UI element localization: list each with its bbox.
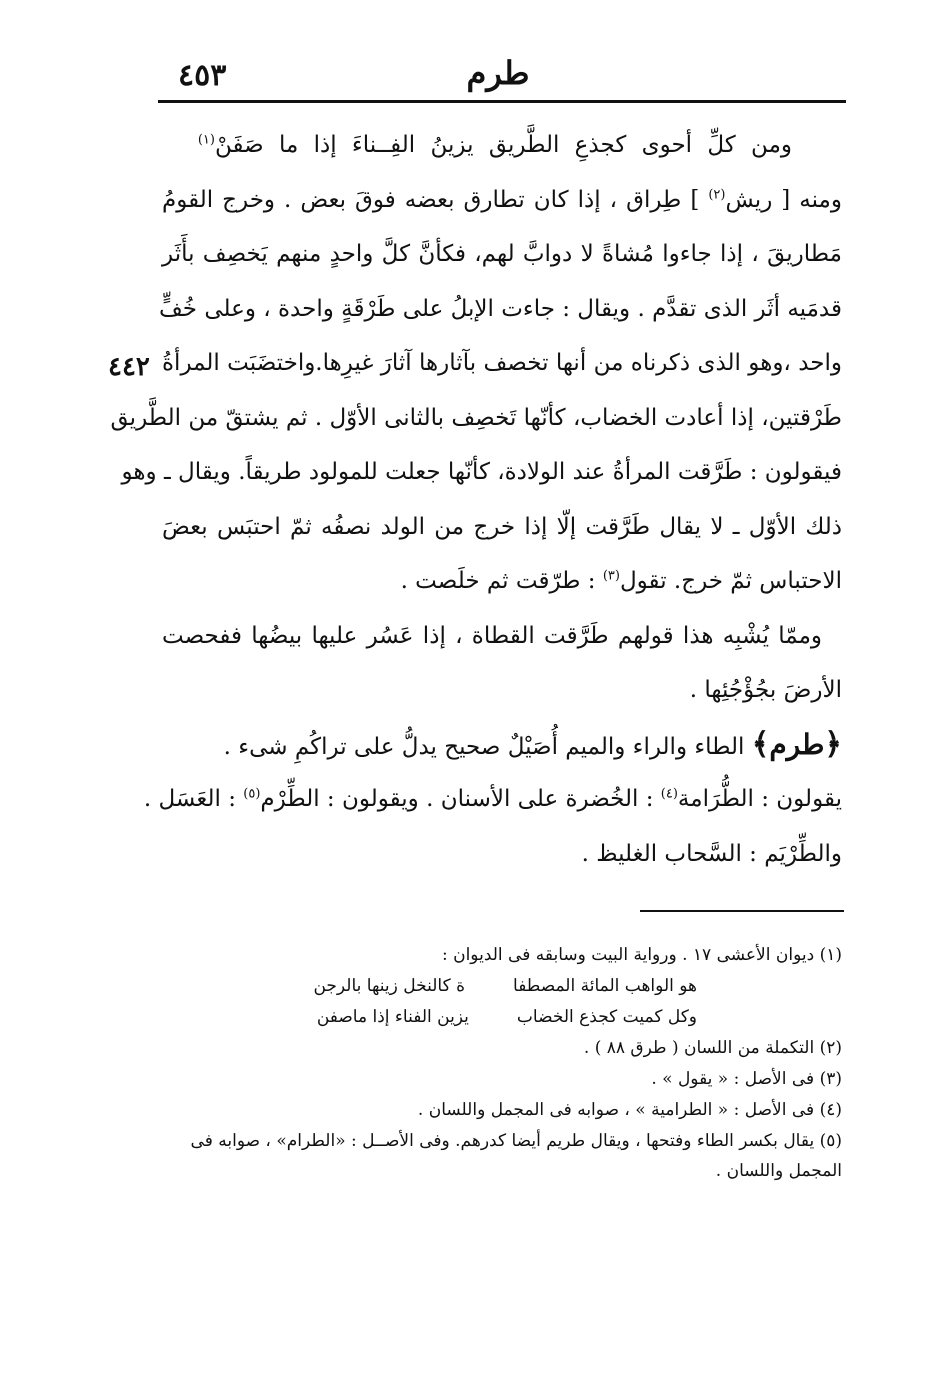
text-segment: : الخُضرة على الأسنان . ويقولون : الطِّرْم bbox=[260, 786, 661, 812]
footnote-ref-1: (١) bbox=[197, 132, 215, 148]
text-segment: الطاء والراء والميم أُصَيْلٌ صحيح يدلُّ على تراكُمِ شىء . bbox=[223, 733, 752, 760]
text-line bbox=[143, 772, 842, 827]
text-line: وممّا يُشْبِه هذا قولهم طَرَّقت القطاة ، إذا عَسُر عليها بيضُها ففحصت bbox=[162, 622, 822, 649]
text-line: طَرْقتين، إذا أعادت الخضاب، كأنّها تَخصِف بالثانى الأوّل . ثم يشتقّ من الطَّريق bbox=[110, 404, 842, 431]
text-line: مَطاريقَ ، إذا جاءوا مُشاةً لا دوابَّ لهم، فكأنَّ كلَّ واحدٍ منهم يَخصِف بأَثَر bbox=[162, 241, 842, 267]
text-line: واحد ،وهو الذى ذكرناه من أنها تخصف بآثارها آثارَ غيرِها.واختضَبَت المرأةُ bbox=[162, 350, 842, 376]
footnote-2: (٢) التكملة من اللسان ( طرق ٨٨ ) . bbox=[583, 1038, 842, 1058]
entry-line bbox=[162, 718, 842, 773]
text-segment: الاحتباس ثمّ خرج. تقول bbox=[619, 568, 842, 594]
text-segment: ومنه [ ريش bbox=[725, 186, 842, 213]
footnote-ref-4: (٤) bbox=[660, 786, 678, 802]
verse-text: ومن كلِّ أحوى كجذعِ الطَّريق يزينُ الفِــناءَ إذا ما صَفَنْ bbox=[214, 132, 792, 158]
footnote-verse-1 bbox=[162, 971, 842, 1002]
hemistich: يزين الفناء إذا ماصفن bbox=[316, 1007, 469, 1027]
margin-number: ٤٤٢ bbox=[108, 352, 150, 382]
page-number: ٤٥٣ bbox=[178, 58, 227, 93]
header-rule bbox=[158, 100, 846, 103]
footnote-1: (١) ديوان الأعشى ١٧ . ورواية البيت وسابقه فى الديوان : bbox=[441, 945, 842, 965]
text-line: قدمَيه أثَر الذى تقدَّم . ويقال : جاءت الإبلُ على طَرْقَةٍ واحدة ، وعلى خُفٍّ bbox=[159, 295, 842, 322]
footnote-3: (٣) فى الأصل : « يقول » . bbox=[651, 1069, 842, 1089]
running-head: طرم bbox=[466, 54, 530, 92]
verse-line bbox=[162, 118, 842, 173]
text-line: ذلك الأوّل ـ لا يقال طَرَّقت إلّا إذا خرج من الولد نصفُه ثمّ احتبَس بعضَ bbox=[162, 513, 842, 540]
text-line bbox=[162, 554, 842, 609]
footnote-5: (٥) يقال بكسر الطاء وفتحها ، ويقال طريم أيضا كدرهم. وفى الأصــل : «الطرام» ، صوابه فى المجمل واللسان . bbox=[190, 1131, 842, 1181]
hemistich: ة كالنخل زينها بالرجن bbox=[313, 976, 466, 996]
footnote-ref-5: (٥) bbox=[243, 786, 261, 802]
page-header bbox=[158, 50, 846, 102]
footnotes bbox=[162, 940, 842, 1186]
text-segment: : العَسَل . bbox=[143, 786, 244, 812]
text-segment: يقولون : الطُّرَامة bbox=[677, 786, 842, 812]
text-segment: : طرّقت ثم خلَصت . bbox=[400, 568, 603, 594]
footnote-verse-2 bbox=[162, 1002, 842, 1033]
footnote-ref-2: (٢) bbox=[708, 186, 726, 202]
bracket-open: ﴿ bbox=[824, 726, 842, 762]
footnote-4: (٤) فى الأصل : « الطرامية » ، صوابه فى المجمل واللسان . bbox=[417, 1100, 842, 1120]
text-line: والطِّرْيَم : السَّحاب الغليظ . bbox=[581, 840, 842, 867]
text-line: فيقولون : طَرَّقت المرأةُ عند الولادة، كأنّها جعلت للمولود طريقاً. ويقال ـ وهو bbox=[121, 459, 842, 485]
hemistich: هو الواهب المائة المصطفا bbox=[513, 976, 697, 996]
text-line: الأرضَ بجُؤْجُئِها . bbox=[689, 677, 842, 703]
text-segment: ] طِراق ، إذا كان تطارق بعضه فوقَ بعض . وخرج القومُ bbox=[162, 186, 709, 213]
entry-headword: طرم bbox=[769, 727, 825, 761]
hemistich: وكل كميت كجذع الخضاب bbox=[516, 1007, 697, 1027]
bracket-close: ﴾ bbox=[751, 726, 770, 762]
text-line bbox=[162, 173, 842, 228]
footnote-ref-3: (٣) bbox=[602, 568, 620, 584]
footnote-rule bbox=[640, 910, 844, 912]
